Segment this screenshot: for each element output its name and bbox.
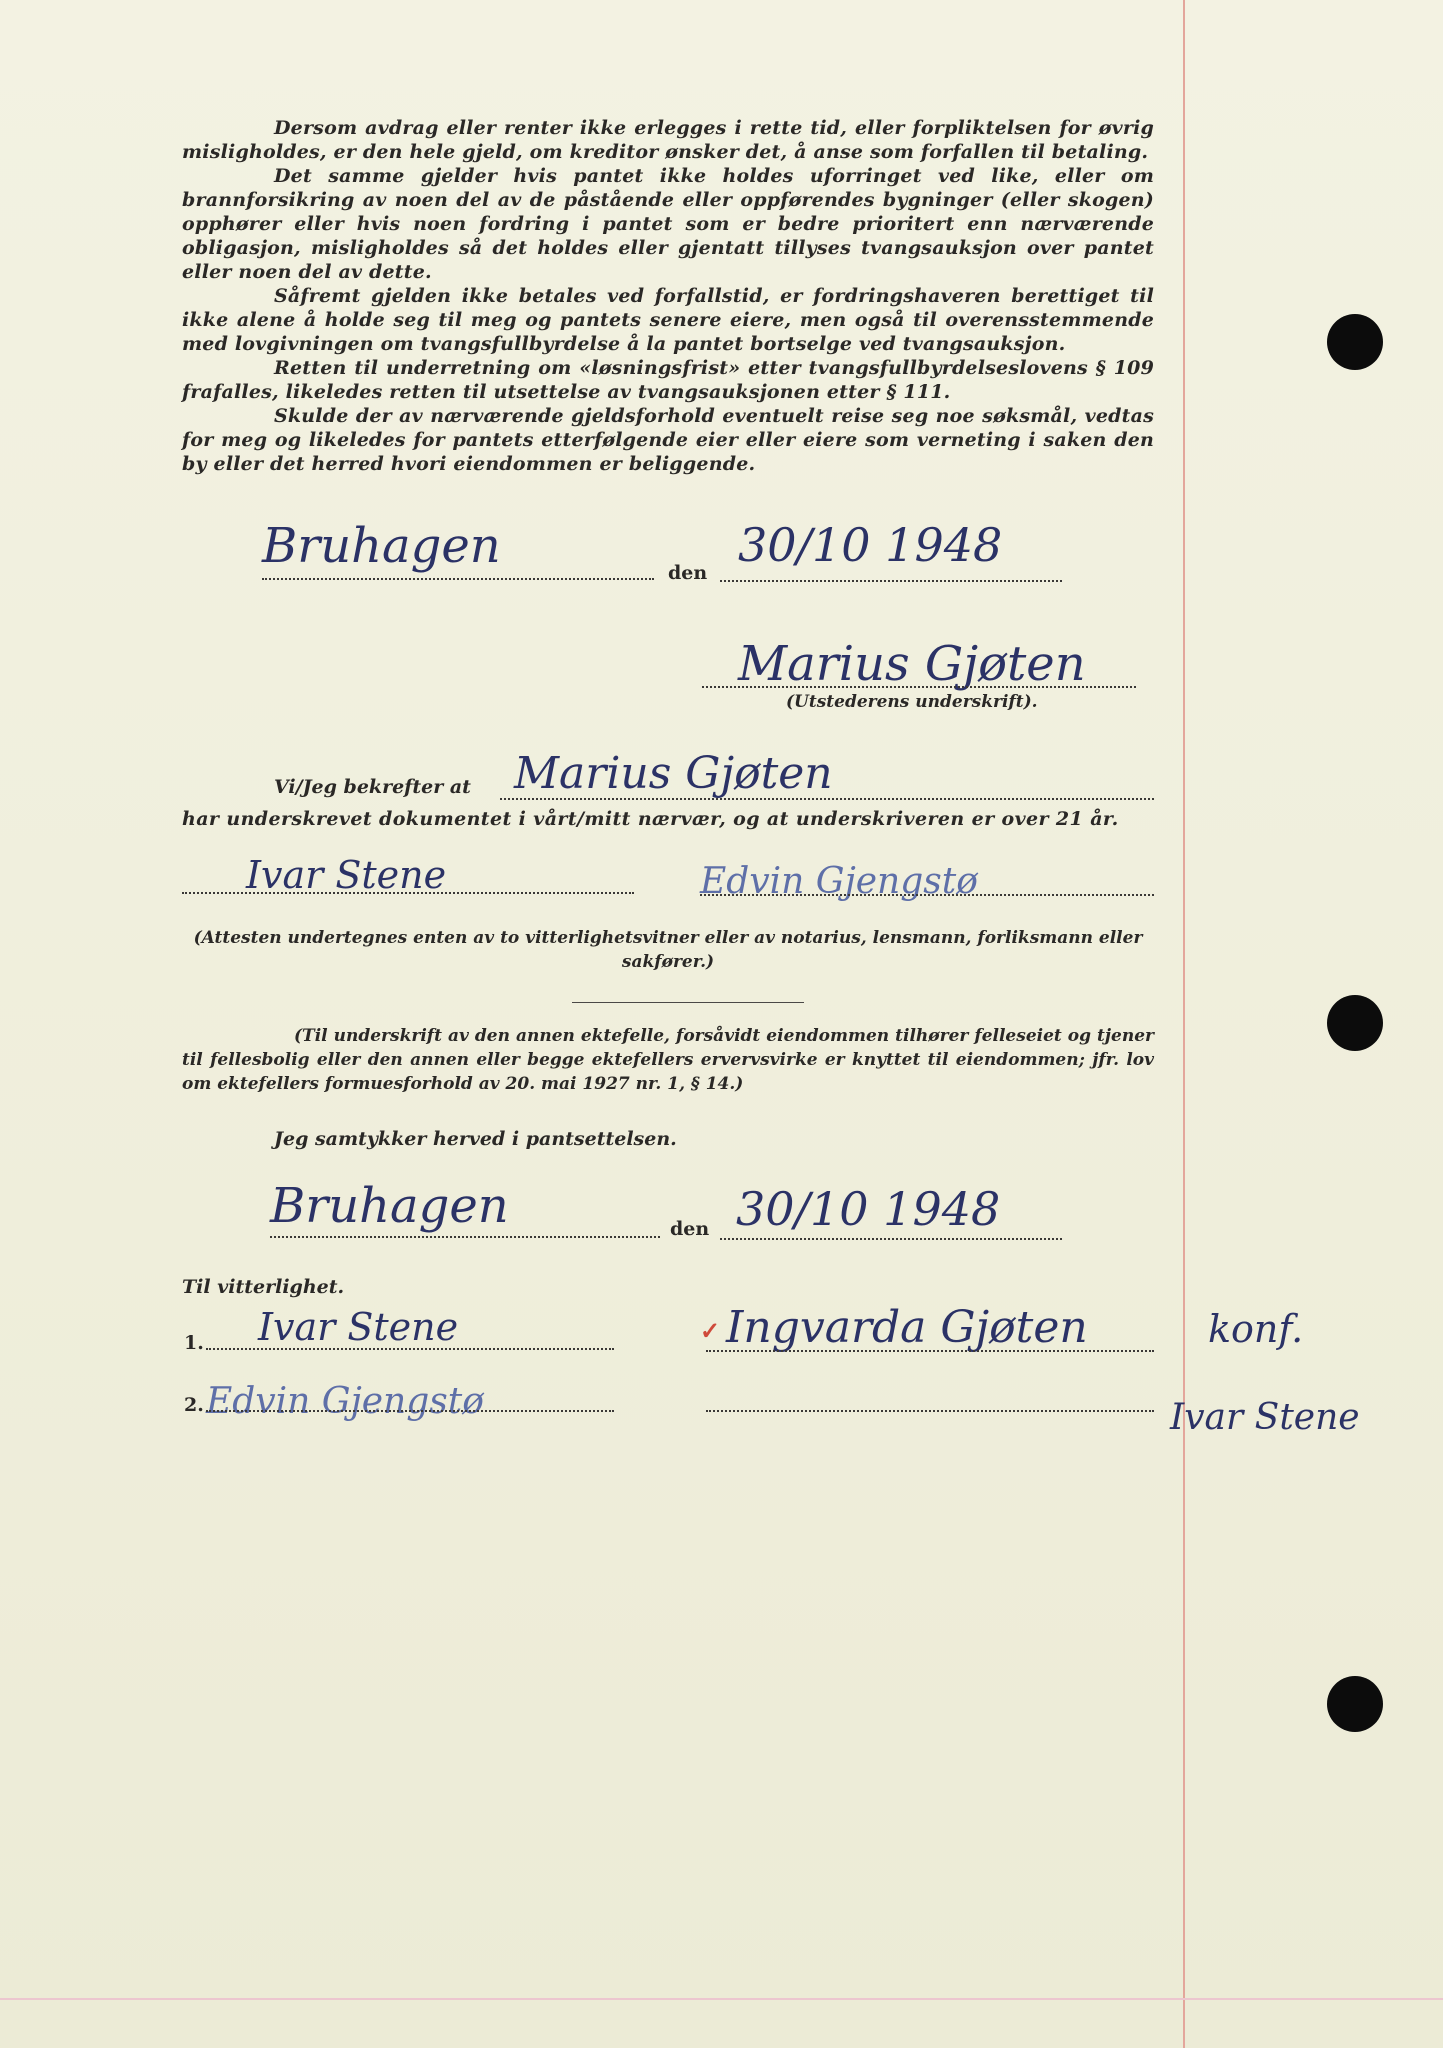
spouse-witness-2-signature: Edvin Gjengstø bbox=[206, 1381, 484, 1422]
punch-hole-top bbox=[1327, 314, 1383, 370]
margin-note-signature: Ivar Stene bbox=[1170, 1397, 1360, 1438]
witness-1-dotted-line bbox=[182, 892, 634, 894]
spouse-note: (Til underskrift av den annen ektefelle, forsåvidt eiendommen tilhører felleseiet og tjener til fellesbolig eller den annen eller begge ektefellers ervervsvirke er knyttet til eiendommen; jfr. lov om ektefellers formuesforhold av 20. mai 1927 nr. 1, § 14.) bbox=[182, 1026, 1154, 1094]
paragraph-default: Dersom avdrag eller renter ikke erlegges i rette tid, eller forpliktelsen for øvrig misligholdes, er den hele gjeld, om kreditor ønsker det, å anse som forfallen til betaling. bbox=[182, 117, 1154, 163]
paragraph-enforcement: Såfremt gjelden ikke betales ved forfallstid, er fordringshaveren berettiget til ikke alene å holde seg til meg og pantets senere eiere, men også til overensstemmende med lovgivningen om tvangsfullbyrdelse å la pantet bortselge ved tvangsauksjon. bbox=[182, 285, 1154, 355]
spouse-second-dotted-line bbox=[706, 1410, 1154, 1412]
bottom-rule bbox=[0, 1998, 1443, 2000]
separator-line bbox=[572, 1002, 804, 1003]
punch-hole-middle bbox=[1327, 995, 1383, 1051]
witness-number-1: 1. bbox=[184, 1332, 204, 1354]
spouse-signature-dotted-line bbox=[706, 1350, 1154, 1352]
consent-statement: Jeg samtykker herved i pantsettelsen. bbox=[274, 1128, 677, 1150]
spouse-handwritten-place: Bruhagen bbox=[270, 1178, 509, 1234]
handwritten-date: 30/10 1948 bbox=[738, 518, 1003, 572]
spouse-den-label: den bbox=[670, 1218, 710, 1240]
signature-dotted-line bbox=[702, 686, 1136, 688]
place-dotted-line bbox=[262, 578, 654, 580]
paragraph-venue: Skulde der av nærværende gjeldsforhold eventuelt reise seg noe søksmål, vedtas for meg og likeledes for pantets etterfølgende eier eller eiere som verneting i saken den by eller det herred hvori eiendommen er beliggende. bbox=[182, 405, 1154, 475]
spouse-date-dotted-line bbox=[720, 1238, 1062, 1240]
den-label: den bbox=[668, 562, 708, 584]
legal-text bbox=[182, 116, 1154, 476]
confirmed-signer: Marius Gjøten bbox=[514, 748, 833, 799]
spouse-witness-1-signature: Ivar Stene bbox=[258, 1305, 459, 1349]
margin-rule bbox=[1183, 0, 1185, 2048]
spouse-witness-1-dotted-line bbox=[206, 1348, 614, 1350]
handwritten-place: Bruhagen bbox=[262, 518, 501, 574]
witness-1-signature: Ivar Stene bbox=[246, 853, 447, 897]
witness-2-dotted-line bbox=[700, 894, 1154, 896]
signer-dotted-line bbox=[500, 798, 1154, 800]
witness-2-signature: Edvin Gjengstø bbox=[700, 861, 978, 902]
confirm-lead: Vi/Jeg bekrefter at bbox=[274, 776, 471, 798]
issuer-signature: Marius Gjøten bbox=[738, 636, 1086, 692]
spouse-handwritten-date: 30/10 1948 bbox=[736, 1182, 1001, 1236]
til-vitterlighet-label: Til vitterlighet. bbox=[182, 1276, 345, 1298]
date-dotted-line bbox=[720, 580, 1062, 582]
signature-caption: (Utstederens underskrift). bbox=[786, 692, 1038, 712]
spouse-place-dotted-line bbox=[270, 1236, 660, 1238]
attestation-note: (Attesten undertegnes enten av to vitterlighetsvitner eller av notarius, lensmann, forliksmann eller sakfører.) bbox=[193, 928, 1143, 972]
check-mark-icon: ✓ bbox=[700, 1316, 721, 1345]
confirm-statement: har underskrevet dokumentet i vårt/mitt nærvær, og at underskriveren er over 21 år. bbox=[182, 808, 1119, 830]
margin-note-konf: konf. bbox=[1208, 1307, 1304, 1351]
witness-number-2: 2. bbox=[184, 1394, 204, 1416]
spouse-witness-2-dotted-line bbox=[206, 1410, 614, 1412]
punch-hole-bottom bbox=[1327, 1676, 1383, 1732]
spouse-signature: Ingvarda Gjøten bbox=[726, 1302, 1088, 1353]
paragraph-pledge-condition: Det samme gjelder hvis pantet ikke holdes uforringet ved like, eller om brannforsikring av noen del av de påstående eller oppførendes bygninger (eller skogen) opphører eller hvis noen fordring i pantet som er bedre prioritert enn nærværende obligasjon, misligholdes så det holdes eller gjentatt tillyses tvangsauksjon over pantet eller noen del av dette. bbox=[182, 165, 1154, 283]
paragraph-redemption-notice: Retten til underretning om «løsningsfrist» etter tvangsfullbyrdelseslovens § 109 frafalles, likeledes retten til utsettelse av tvangsauksjonen etter § 111. bbox=[182, 357, 1154, 403]
